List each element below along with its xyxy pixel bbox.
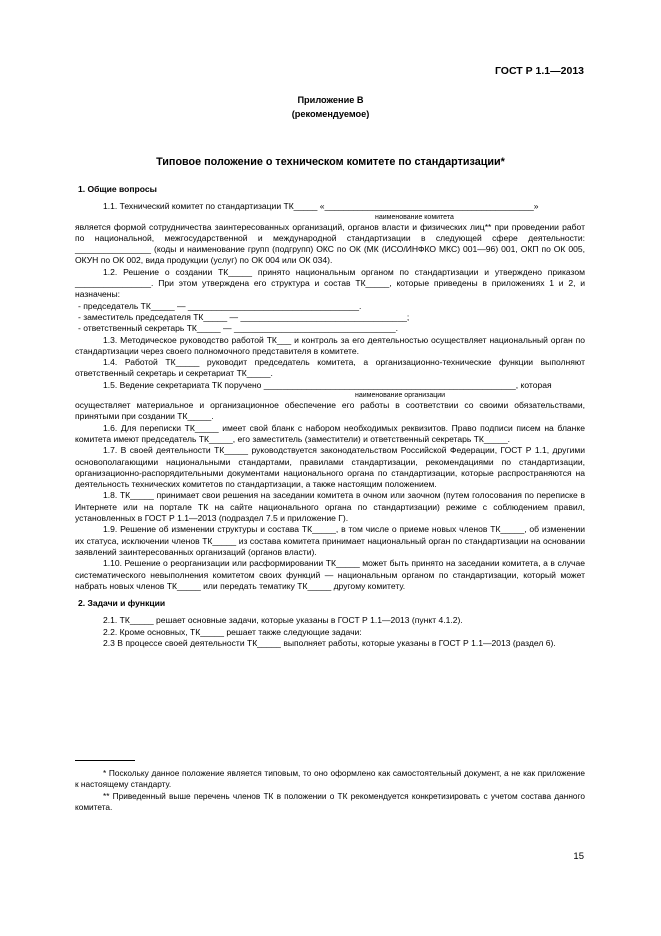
paragraph: 1.10. Решение о реорганизации или расформировании ТК_____ может быть принято на заседании комитета, а в случае систематического невыполнения комитетом своих функций — национальным органом по стандартизации, который может набрать новых членов ТК_____ или передать тематику ТК_____ другому комитету.	[75, 558, 585, 591]
footnote-divider	[75, 760, 135, 761]
paragraph: 1.3. Методическое руководство работой ТК___ и контроль за его деятельностью осуществляет национальный орган по стандартизации через своего полномочного представителя в комитете.	[75, 334, 585, 356]
paragraph: 1.4. Работой ТК_____ руководит председатель комитета, а организационно-технические функции выполняют ответственный секретарь и секретариат ТК_____.	[75, 357, 585, 379]
paragraph: 1.8. ТК_____ принимает свои решения на заседании комитета в очном или заочном (путем голосования по переписке в Интернете или на портале ТК на сайте национального органа по стандартизации) режиме с соблюдением правил, установленных в ГОСТ Р 1.1—2013 (подраздел 7.5 и приложение Г).	[75, 490, 585, 524]
paragraph: 2.2. Кроме основных, ТК_____ решает также следующие задачи:	[103, 626, 362, 637]
paragraph: 1.6. Для переписки ТК_____ имеет свой бланк с набором необходимых реквизитов. Право подписи писем на бланке комитета имеют председатель ТК_____, его заместитель (заместители) и ответственный секретарь ТК_____.	[75, 422, 585, 444]
paragraph: 2.1. ТК_____ решает основные задачи, которые указаны в ГОСТ Р 1.1—2013 (пункт 4.1.2).	[103, 615, 463, 626]
document-body	[75, 184, 585, 649]
paragraph: 1.7. В своей деятельности ТК_____ руководствуется законодательством Российской Федерации, ГОСТ Р 1.1, другими основополагающими национальными стандартами, правилами стандартизации, рекомендациями по стандартизации, организационно-распорядительными документами национального органа по стандартизации, которые распространяются на деятельность технических комитетов по стандартизации, а также настоящим положением.	[75, 445, 585, 490]
appendix-title: Приложение В	[297, 95, 364, 105]
paragraph: 1.1. Технический комитет по стандартизации ТК_____ «____________________________________________»	[103, 201, 539, 212]
field-caption: наименование комитета	[375, 213, 454, 221]
document-title: Типовое положение о техническом комитете по стандартизации*	[156, 156, 505, 168]
paragraph: осуществляет материальное и организационное обеспечение его работы в соответствии со своими обязательствами, принятыми при создании ТК_____.	[75, 400, 585, 422]
list-item: - председатель ТК_____ — ____________________________________.	[78, 300, 362, 311]
paragraph: 1.2. Решение о создании ТК_____ принято национальным органом по стандартизации и утверждено приказом ________________. При этом утверждена его структура и состав ТК_____, которые приведены в приложениях 1 и 2, и назначены:	[75, 266, 585, 300]
page-number: 15	[573, 851, 584, 862]
field-caption: наименование организации	[355, 392, 446, 400]
paragraph: является формой сотрудничества заинтересованных организаций, органов власти и физических лиц** при проведении работ по национальной, межгосударственной и международной стандартизации в следующей сфере деятельности: ________________ (коды и наименование групп (подгрупп) ОКС по ОК (МК (ИСО/ИНФКО МКС) 001—96) 001, ОКП по ОК 005, ОКУН по ОК 002, вида продукции (услуг) по ОК 004 или ОК 034).	[75, 221, 585, 266]
appendix-status: (рекомендуемое)	[291, 109, 370, 119]
section-heading: 2. Задачи и функции	[78, 598, 166, 609]
paragraph: 1.9. Решение об изменении структуры и состава ТК_____, в том числе о приеме новых членов ТК_____, об изменении их статуса, исключении членов ТК_____ из состава комитета принимает национальный орган по стандартизации на основании заявлений заинтересованных организаций (органов власти).	[75, 524, 585, 557]
footnote: * Поскольку данное положение является типовым, то оно оформлено как самостоятельный документ, а не как приложение к настоящему стандарту.	[75, 768, 585, 790]
list-item: - заместитель председателя ТК_____ — ___________________________________;	[78, 311, 410, 322]
document-code: ГОСТ Р 1.1—2013	[494, 65, 584, 77]
footnotes	[75, 768, 585, 813]
paragraph: 1.5. Ведение секретариата ТК поручено _____________________________________________________, которая	[103, 379, 552, 390]
footnote: ** Приведенный выше перечень членов ТК в положении о ТК рекомендуется конкретизировать с учетом состава данного комитета.	[75, 790, 585, 812]
paragraph: 2.3 В процессе своей деятельности ТК_____ выполняет работы, которые указаны в ГОСТ Р 1.1—2013 (раздел 6).	[103, 637, 556, 648]
list-item: - ответственный секретарь ТК_____ — __________________________________.	[78, 323, 398, 334]
section-heading: 1. Общие вопросы	[78, 184, 157, 194]
